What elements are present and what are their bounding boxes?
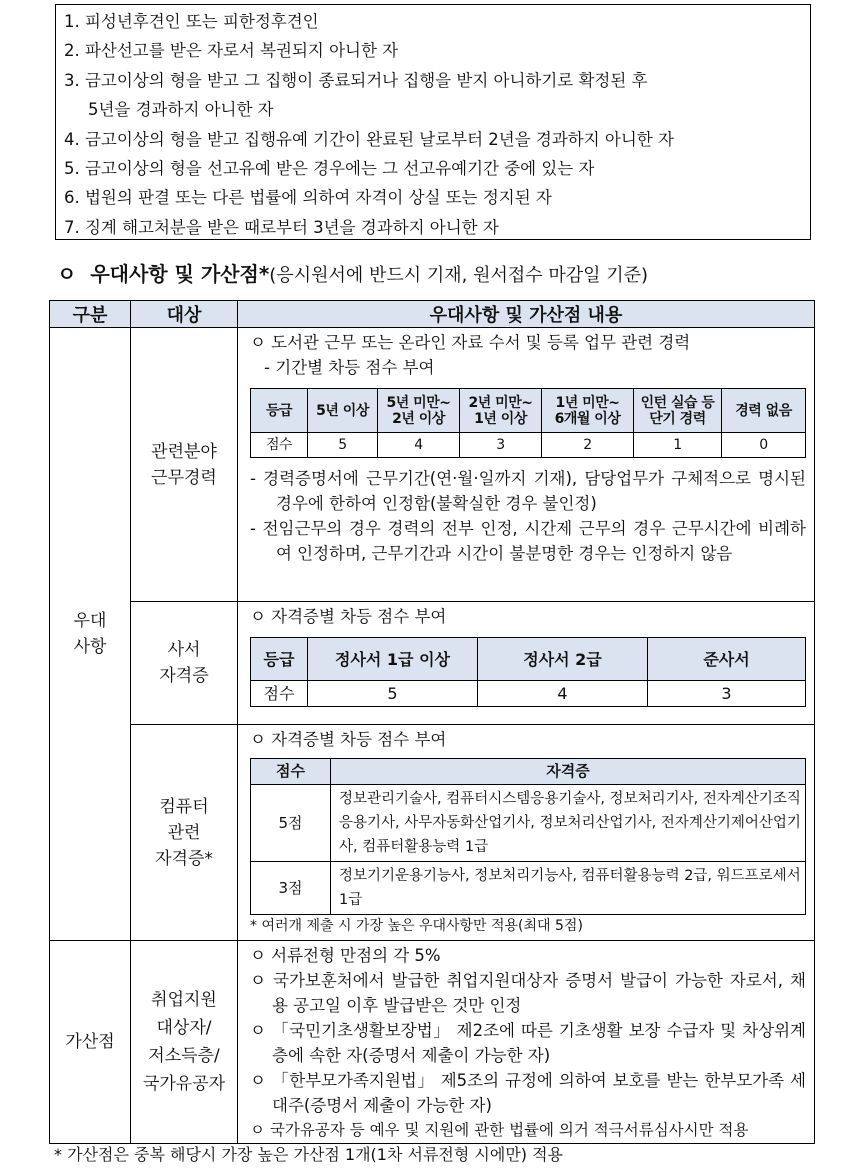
career-bullet: ㅇ 도서관 근무 또는 온라인 자료 수서 및 등록 업무 관련 경력 [250,333,691,352]
heading-subtitle: (응시원서에 반드시 기재, 원서접수 마감일 기준) [269,265,649,286]
target-computer: 컴퓨터 관련 자격증* [131,725,238,941]
computer-bullet: ㅇ 자격증별 차등 점수 부여 [250,730,447,749]
cert-header: 점수 [251,759,331,785]
disqualification-item: 1. 피성년후견인 또는 피한정후견인 [64,12,319,31]
target-librarian: 사서 자격증 [131,602,238,725]
section-heading [57,258,648,287]
score-cell: 2 [542,433,634,458]
grade-cell: 등급 [251,389,308,433]
score-cell: 0 [722,433,806,458]
cert-list: 정보기기운용기능사, 정보처리기능사, 컴퓨터활용능력 2급, 워드프로세서 1급 [331,862,806,915]
disqualification-item: 3. 금고이상의 형을 받고 그 집행이 종료되거나 집행을 받지 아니하기로 확정된 후 [64,70,648,90]
grade-cell: 정사서 2급 [478,638,648,681]
category-bonus: 가산점 [50,941,131,1144]
header-target: 대상 [131,301,238,328]
career-grade-table [250,388,806,458]
disqualification-item-continued: 5년을 경과하지 아니한 자 [88,100,274,120]
grade-cell: 등급 [251,638,308,681]
disqualification-item: 7. 징계 해고처분을 받은 때로부터 3년을 경과하지 아니한 자 [64,217,499,237]
score-cell: 5 [308,681,478,707]
career-note: - 전임근무의 경우 경력의 전부 인정, 시간제 근무의 경우 근무시간에 비례하여 인정하며, 근무기간과 시간이 불분명한 경우는 인정하지 않음 [250,519,806,563]
score-cell: 1 [634,433,722,458]
bonus-content [238,941,815,1144]
cert-list: 정보관리기술사, 컴퓨터시스템응용기술사, 정보처리기사, 전자계산기조직응용기사, 사무자동화산업기사, 정보처리산업기사, 전자계산기제어산업기사, 컴퓨터활용능력 1급 [331,785,806,862]
grade-cell: 2년 미만~ 1년 이상 [460,389,542,433]
bonus-item: ㅇ 「국민기초생활보장법」 제2조에 따른 기초생활 보장 수급자 및 차상위계층에 속한 자(증명서 제출이 가능한 자) [250,1021,806,1065]
grade-cell: 준사서 [648,638,806,681]
score-cell: 4 [478,681,648,707]
grade-cell: 5년 미만~ 2년 이상 [378,389,460,433]
target-bonus: 취업지원 대상자/ 저소득층/ 국가유공자 [131,941,238,1144]
grade-cell: 경력 없음 [722,389,806,433]
header-category: 구분 [50,301,131,328]
bonus-item: ㅇ 국가보훈처에서 발급한 취업지원대상자 증명서 발급이 가능한 자로서, 채용 공고일 이후 발급받은 것만 인정 [250,971,806,1015]
category-preferential: 우대 사항 [50,328,131,941]
grade-cell: 5년 이상 [308,389,378,433]
librarian-content [238,602,815,725]
bonus-item: ㅇ 서류전형 만점의 각 5% [250,946,441,965]
grade-cell: 인턴 실습 등 단기 경력 [634,389,722,433]
career-dash: - 기간별 차등 점수 부여 [264,358,435,377]
computer-note: * 여러개 제출 시 가장 높은 우대사항만 적용(최대 5점) [250,918,583,934]
librarian-bullet: ㅇ 자격증별 차등 점수 부여 [250,607,447,626]
target-career: 관련분야 근무경력 [131,328,238,602]
score-cell: 3 [648,681,806,707]
score-cell: 4 [378,433,460,458]
computer-cert-table [250,758,806,915]
preference-table [49,300,815,1144]
grade-cell: 정사서 1급 이상 [308,638,478,681]
disqualification-box [55,4,811,240]
footnote: * 가산점은 중복 해당시 가장 높은 가산점 1개(1차 서류전형 시에만) 적용 [54,1145,564,1164]
header-content: 우대사항 및 가산점 내용 [238,301,815,328]
heading-bullet: ㅇ [57,262,77,286]
grade-cell: 1년 미만~ 6개월 이상 [542,389,634,433]
bonus-item: ㅇ 국가유공자 등 예우 및 지원에 관한 법률에 의거 적극서류심사시만 적용 [250,1121,749,1139]
disqualification-item: 6. 법원의 판결 또는 다른 법률에 의하여 자격이 상실 또는 정지된 자 [64,188,552,208]
cert-score: 3점 [251,862,331,915]
disqualification-item: 4. 금고이상의 형을 받고 집행유예 기간이 완료된 날로부터 2년을 경과하지 아니한 자 [64,129,674,149]
disqualification-item: 2. 파산선고를 받은 자로서 복권되지 아니한 자 [64,41,399,61]
computer-content [238,725,815,941]
bonus-item: ㅇ 「한부모가족지원법」 제5조의 규정에 의하여 보호를 받는 한부모가족 세대주(증명서 제출이 가능한 자) [250,1071,806,1115]
score-cell: 3 [460,433,542,458]
career-content [238,328,815,602]
career-note: - 경력증명서에 근무기간(연·월·일까지 기재), 담당업무가 구체적으로 명시된 경우에 한하여 인정함(불확실한 경우 불인정) [250,469,806,513]
score-cell: 5 [308,433,378,458]
cert-header: 자격증 [331,759,806,785]
disqualification-item: 5. 금고이상의 형을 선고유예 받은 경우에는 그 선고유예기간 중에 있는 자 [64,159,595,179]
cert-score: 5점 [251,785,331,862]
score-cell: 점수 [251,433,308,458]
heading-title: 우대사항 및 가산점* [90,262,270,286]
score-cell: 점수 [251,681,308,707]
librarian-grade-table [250,637,806,707]
